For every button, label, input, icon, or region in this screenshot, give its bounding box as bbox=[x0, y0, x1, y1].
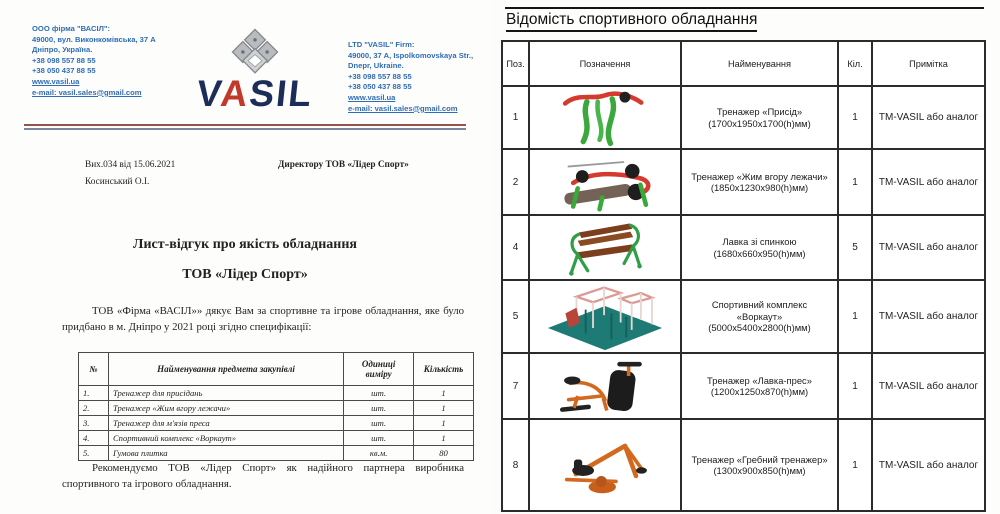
cell-units: шт. bbox=[344, 416, 414, 431]
cell-qty: 1 bbox=[838, 419, 872, 511]
header-divider-rule bbox=[24, 124, 466, 130]
cell-item: Спортивний комплекс «Воркаут» bbox=[108, 431, 343, 446]
cell-qty: 1 bbox=[414, 431, 474, 446]
col-header-units: Одиниці виміру bbox=[344, 353, 414, 386]
col-header-number: № bbox=[79, 353, 109, 386]
equipment-table bbox=[501, 40, 986, 512]
equipment-row bbox=[502, 215, 985, 280]
letter-title-line1: Лист-відгук про якість обладнання bbox=[133, 237, 357, 252]
squat-trainer-image bbox=[550, 89, 660, 147]
cell-designation bbox=[529, 419, 681, 511]
cell-units: шт. bbox=[344, 386, 414, 401]
vasil-wordmark: VASIL bbox=[194, 73, 316, 114]
cell-qty: 1 bbox=[414, 401, 474, 416]
col-header-designation: Позначення bbox=[529, 41, 681, 86]
contact-line: +38 098 557 88 55 bbox=[32, 55, 96, 65]
email-link-text: e-mail: vasil.sales@gmail.com bbox=[32, 87, 142, 97]
cell-designation bbox=[529, 280, 681, 353]
email-link-text: e-mail: vasil.sales@gmail.com bbox=[348, 103, 458, 113]
equipment-row bbox=[502, 419, 985, 511]
signatory-name: Косинський О.І. bbox=[85, 177, 150, 187]
table-row bbox=[79, 386, 474, 401]
table-row bbox=[79, 401, 474, 416]
table-row bbox=[79, 431, 474, 446]
letter-body-paragraph: ТОВ «Фірма «ВАСІЛ»» дякує Вам за спортивне та ігрове обладнання, яке було придбано в м. Дніпро у 2021 році згідно специфікації: bbox=[62, 305, 464, 333]
contact-line: 49000, вул. Виконкомівська, 37 А bbox=[32, 34, 156, 44]
cell-note: ТМ-VASIL або аналог bbox=[872, 86, 985, 149]
contact-line: +38 050 437 88 55 bbox=[348, 82, 412, 92]
letter-closing-paragraph: Рекомендуємо ТОВ «Лідер Спорт» як надійного партнера виробника спортивного та ігрового обладнання. bbox=[62, 462, 464, 490]
equipment-row bbox=[502, 149, 985, 215]
cell-name: Тренажер «Жим вгору лежачи» (1850х1230х980(h)мм) bbox=[681, 149, 838, 215]
logo-red-letter: A bbox=[218, 73, 252, 114]
cell-qty: 1 bbox=[838, 353, 872, 419]
vasil-diamond-icon bbox=[229, 26, 281, 78]
contact-line: LTD "VASIL" Firm: bbox=[348, 40, 415, 49]
cell-pos: 8 bbox=[502, 419, 529, 511]
cell-number: 5. bbox=[79, 446, 109, 461]
press-bench-trainer-image bbox=[550, 356, 660, 416]
col-header-name: Найменування bbox=[681, 41, 838, 86]
cell-number: 4. bbox=[79, 431, 109, 446]
cell-qty: 1 bbox=[414, 386, 474, 401]
cell-item: Тренажер для присідань bbox=[108, 386, 343, 401]
rowing-trainer-image bbox=[550, 434, 660, 496]
cell-item: Гумова плитка bbox=[108, 446, 343, 461]
col-header-pos: Поз. bbox=[502, 41, 529, 86]
col-header-item: Найменування предмета закупівлі bbox=[108, 353, 343, 386]
contact-line: 49000, 37 A, Ispolkomovskaya Str., bbox=[348, 50, 474, 60]
cell-pos: 1 bbox=[502, 86, 529, 149]
bench-with-backrest-image bbox=[551, 218, 659, 278]
cell-qty: 1 bbox=[838, 280, 872, 353]
cell-item: Тренажер «Жим вгору лежачи» bbox=[108, 401, 343, 416]
cell-qty: 5 bbox=[838, 215, 872, 280]
cell-note: ТМ-VASIL або аналог bbox=[872, 419, 985, 511]
equipment-sheet-page bbox=[505, 0, 1000, 514]
cell-note: ТМ-VASIL або аналог bbox=[872, 280, 985, 353]
outgoing-ref-number: Вих.034 від 15.06.2021 bbox=[85, 160, 176, 170]
cell-note: ТМ-VASIL або аналог bbox=[872, 149, 985, 215]
cell-designation bbox=[529, 215, 681, 280]
company-contact-en bbox=[348, 40, 488, 114]
cell-pos: 4 bbox=[502, 215, 529, 280]
col-header-qty: Кіл. bbox=[838, 41, 872, 86]
cell-units: кв.м. bbox=[344, 446, 414, 461]
equipment-row bbox=[502, 280, 985, 353]
cell-units: шт. bbox=[344, 431, 414, 446]
contact-line: ООО фірма "ВАСІЛ": bbox=[32, 24, 111, 33]
contact-line: +38 098 557 88 55 bbox=[348, 71, 412, 81]
cell-number: 3. bbox=[79, 416, 109, 431]
cell-name: Тренажер «Присід» (1700х1950х1700(h)мм) bbox=[681, 86, 838, 149]
cell-name: Тренажер «Гребний тренажер» (1300х900х850(h)мм) bbox=[681, 419, 838, 511]
workout-complex-image bbox=[543, 282, 667, 352]
table-row bbox=[79, 416, 474, 431]
reference-letter-page bbox=[0, 0, 490, 514]
bench-press-trainer-image bbox=[547, 152, 663, 212]
col-header-note: Примітка bbox=[872, 41, 985, 86]
equipment-header-row bbox=[502, 41, 985, 86]
table-header-row bbox=[79, 353, 474, 386]
cell-note: ТМ-VASIL або аналог bbox=[872, 215, 985, 280]
cell-units: шт. bbox=[344, 401, 414, 416]
cell-name: Тренажер «Лавка-прес» (1200х1250х870(h)мм) bbox=[681, 353, 838, 419]
contact-line: Dnepr, Ukraine. bbox=[348, 61, 404, 71]
cell-pos: 5 bbox=[502, 280, 529, 353]
cell-item: Тренажер для м'язів преса bbox=[108, 416, 343, 431]
cell-note: ТМ-VASIL або аналог bbox=[872, 353, 985, 419]
cell-name: Лавка зі спинкою (1680х660х950(h)мм) bbox=[681, 215, 838, 280]
cell-number: 1. bbox=[79, 386, 109, 401]
contact-line: +38 050 437 88 55 bbox=[32, 66, 96, 76]
cell-designation bbox=[529, 86, 681, 149]
procurement-spec-table bbox=[78, 352, 474, 461]
equipment-row bbox=[502, 86, 985, 149]
vasil-logo bbox=[160, 26, 350, 114]
website-link-text: www.vasil.ua bbox=[348, 92, 396, 102]
sheet-top-rule bbox=[505, 7, 984, 9]
cell-designation bbox=[529, 149, 681, 215]
cell-qty: 1 bbox=[838, 86, 872, 149]
cell-designation bbox=[529, 353, 681, 419]
table-row bbox=[79, 446, 474, 461]
cell-name: Спортивний комплекс «Воркаут» (5000х5400х2800(h)мм) bbox=[681, 280, 838, 353]
contact-line: Дніпро, Україна. bbox=[32, 45, 93, 55]
col-header-qty: Кількість bbox=[414, 353, 474, 386]
cell-pos: 2 bbox=[502, 149, 529, 215]
cell-qty: 1 bbox=[838, 149, 872, 215]
equipment-row bbox=[502, 353, 985, 419]
cell-qty: 80 bbox=[414, 446, 474, 461]
cell-number: 2. bbox=[79, 401, 109, 416]
sheet-title: Відомість спортивного обладнання bbox=[506, 11, 757, 32]
cell-qty: 1 bbox=[414, 416, 474, 431]
letter-title-line2: ТОВ «Лідер Спорт» bbox=[182, 267, 308, 282]
cell-pos: 7 bbox=[502, 353, 529, 419]
addressee: Директору ТОВ «Лідер Спорт» bbox=[278, 160, 409, 170]
website-link-text: www.vasil.ua bbox=[32, 76, 80, 86]
